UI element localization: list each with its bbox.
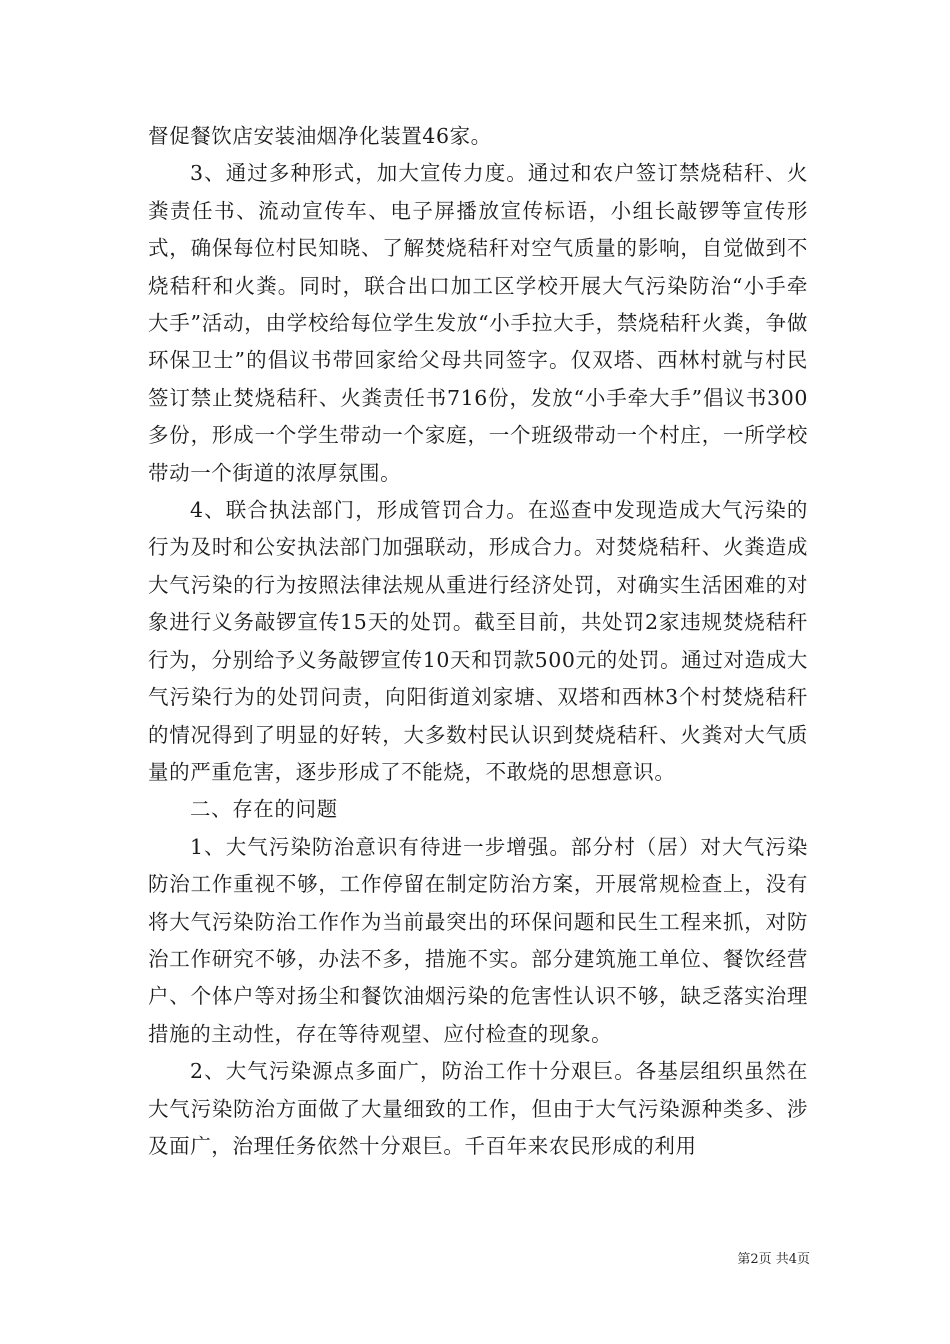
- document-body: [148, 118, 808, 1165]
- paragraph-continuation: 督促餐饮店安装油烟净化装置46家。: [148, 124, 492, 148]
- paragraph-item-3-publicity: 3、通过多种形式，加大宣传力度。通过和农户签订禁烧秸秆、火粪责任书、流动宣传车、电子屏播放宣传标语，小组长敲锣等宣传形式，确保每位村民知晓、了解焚烧秸秆对空气质量的影响，自觉做到不烧秸秆和火粪。同时，联合出口加工区学校开展大气污染防治“小手牵大手”活动，由学校给每位学生发放“小手拉大手，禁烧秸秆火粪，争做环保卫士”的倡议书带回家给父母共同签字。仅双塔、西林村就与村民签订禁止焚烧秸秆、火粪责任书716份，发放“小手牵大手”倡议书300多份，形成一个学生带动一个家庭，一个班级带动一个村庄，一所学校带动一个街道的浓厚氛围。: [148, 161, 808, 485]
- paragraph-problem-1-awareness: 1、大气污染防治意识有待进一步增强。部分村（居）对大气污染防治工作重视不够，工作停留在制定防治方案，开展常规检查上，没有将大气污染防治工作作为当前最突出的环保问题和民生工程来抓，对防治工作研究不够，办法不多，措施不实。部分建筑施工单位、餐饮经营户、个体户等对扬尘和餐饮油烟污染的危害性认识不够，缺乏落实治理措施的主动性，存在等待观望、应付检查的现象。: [148, 834, 808, 1046]
- section-heading-problems: 二、存在的问题: [190, 797, 338, 822]
- page-number-footer: 第2页 共4页: [737, 1252, 810, 1267]
- paragraph-problem-2-pollution-sources: 2、大气污染源点多面广，防治工作十分艰巨。各基层组织虽然在大气污染防治方面做了大量细致的工作，但由于大气污染源种类多、涉及面广，治理任务依然十分艰巨。千百年来农民形成的利用: [148, 1059, 808, 1158]
- paragraph-item-4-enforcement: 4、联合执法部门，形成管罚合力。在巡查中发现造成大气污染的行为及时和公安执法部门加强联动，形成合力。对焚烧秸秆、火粪造成大气污染的行为按照法律法规从重进行经济处罚，对确实生活困难的对象进行义务敲锣宣传15天的处罚。截至目前，共处罚2家违规焚烧秸秆行为，分别给予义务敲锣宣传10天和罚款500元的处罚。通过对造成大气污染行为的处罚问责，向阳街道刘家塘、双塔和西林3个村焚烧秸秆的情况得到了明显的好转，大多数村民认识到焚烧秸秆、火粪对大气质量的严重危害，逐步形成了不能烧，不敢烧的思想意识。: [148, 498, 808, 784]
